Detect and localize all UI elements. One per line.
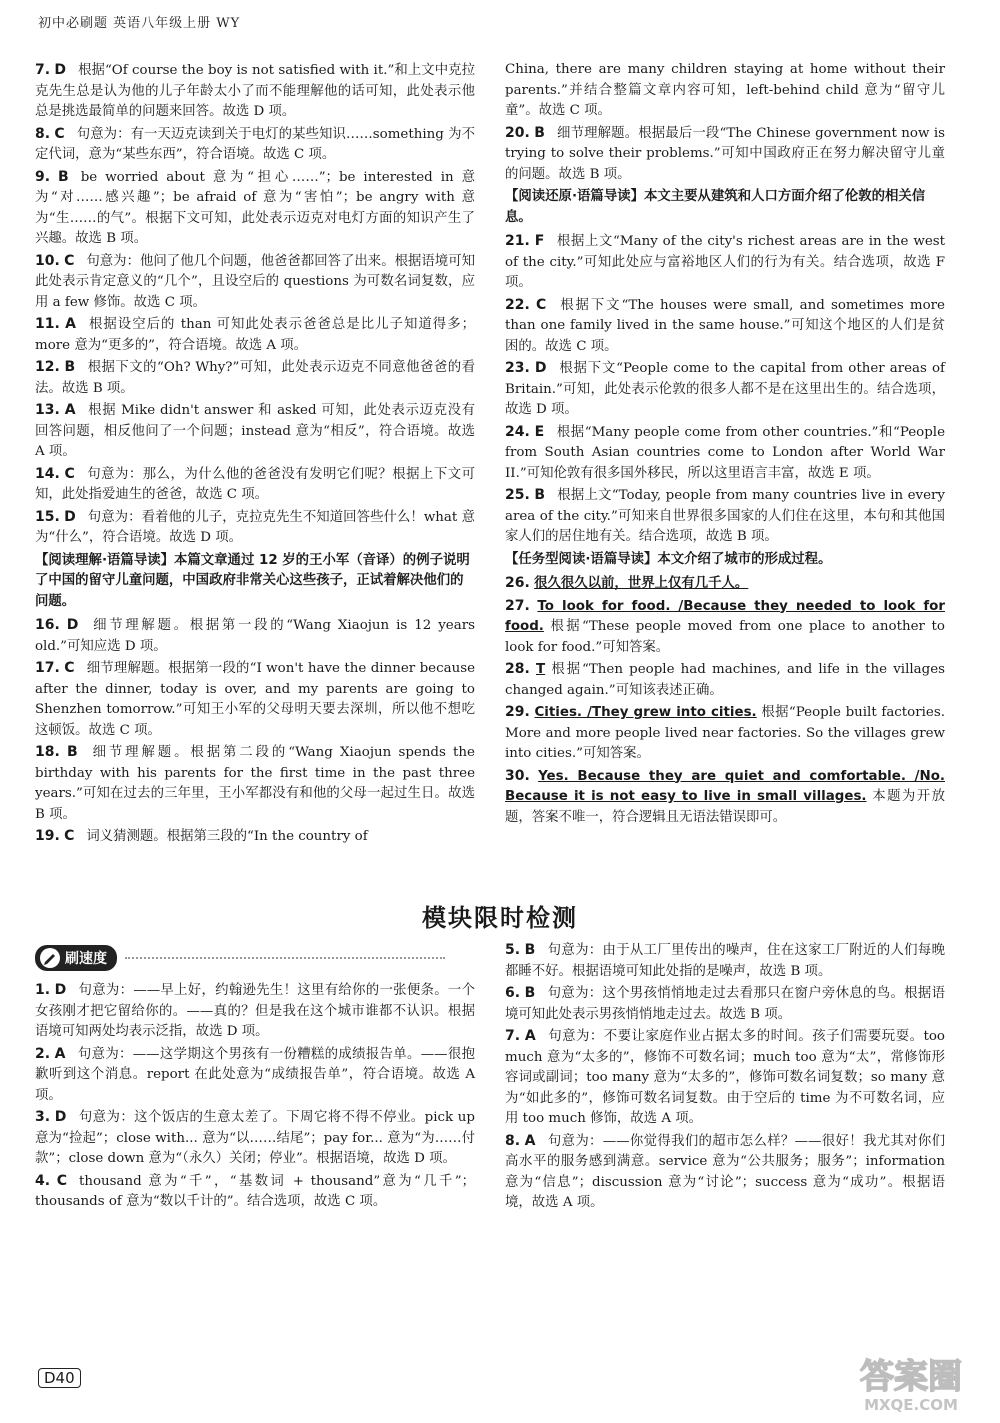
explanation-text: 本题为开放题，答案不唯一，符合逻辑且无语法错误即可。 [505,789,946,825]
answer-choice: C [54,125,65,142]
item-number: 2. [35,1045,51,1062]
item-number: 4. [35,1172,51,1189]
answer-choice: A [524,1028,536,1044]
item-number: 15. [35,508,60,525]
item-number: 21. [505,233,530,249]
answer-choice: A [65,316,76,332]
answer-item [35,464,475,506]
answer-item [505,1026,945,1130]
explanation-text: 句意为：——这学期这个男孩有一份糟糕的成绩报告单。——很抱歉听到这个消息。report 在此处意为“成绩报告单”，符合语境。故选 A 项。 [35,1046,476,1103]
explanation-text: 句意为：有一天迈克读到关于电灯的某些知识……something 为不定代词，意为“某些东西”，符合语境。故选 C 项。 [35,126,475,162]
explanation-text: 细节理解题。根据第一段的“I won't have the dinner because after the dinner, today is over, and my parents are going to Shenzhen tomorrow.”可知王小军的父母明天要去深圳，所以他不想吃这顿饭。故选 C 项。 [35,661,476,738]
explanation-text: 句意为：——早上好，约翰逊先生！这里有给你的一张便条。一个女孩刚才把它留给你的。——真的？但是我在这个城市谁都不认识。根据语境可知两处均表示泛指，故选 D 项。 [35,983,475,1039]
item-number: 5. [505,942,521,958]
right-column [505,60,945,829]
answer-item [505,596,945,659]
section-guide: 【任务型阅读·语篇导读】本文介绍了城市的形成过程。 [505,551,832,567]
answer-choice: B [524,985,536,1001]
answer-choice: B [64,359,76,375]
left-column [35,60,475,849]
svg-text:答案圈: 答案圈 [860,1357,962,1397]
written-answer: 很久很久以前，世界上仅有几千人。 [534,576,749,591]
answer-item [505,940,945,982]
answer-choice: A [524,1132,536,1149]
item-number: 29. [505,704,530,720]
answer-item [35,357,475,399]
speed-banner [35,945,445,971]
explanation-text: 细节理解题。根据第一段的“Wang Xiaojun is 12 years old.”可知应选 D 项。 [35,618,475,654]
explanation-text: 句意为：不要让家庭作业占据太多的时间。孩子们需要玩耍。too much 意为“太多的”，修饰不可数名词；much too 意为“太”，常修饰形容词或副词；too many 意为“太多的”，修饰可数名词复数；so many 意为“如此多的”，修饰可数名词复数。由于空后的 time 为不可数名词，应用 too much 修饰，故选 A 项。 [505,1029,945,1126]
explanation-text: 根据“Of course the boy is not satisfied with it.”和上文中克拉克先生总是认为他的儿子年龄太小了而不能理解他的话可知，此处表示他总是挑选最简单的问题来回答。故选 D 项。 [35,63,475,119]
answer-item [35,615,475,657]
explanation-text: 细节理解题。根据最后一段“The Chinese government now is trying to solve their problems.”可知中国政府正在努力解决留守儿童的问题。故选 B 项。 [505,125,945,182]
answer-choice: D [54,982,67,998]
answer-choice: B [534,124,545,141]
item-number: 1. [35,982,51,998]
item-number: 20. [505,124,530,141]
item-number: 6. [505,985,521,1001]
answer-choice: B [58,168,69,185]
explanation-text: 根据上文“Many of the city's richest areas are in the west of the city.”可知此处应与富裕地区人们的行为有关。结合选项，故选 F 项。 [505,234,945,290]
explanation-text: 句意为：——你觉得我们的超市怎么样？——很好！我尤其对你们高水平的服务感到满意。service 意为“公共服务；服务”；information 意为“信息”；discussion 意为“讨论”；success 意为“成功”。根据语境，故选 A 项。 [505,1133,946,1210]
answer-item [35,251,475,314]
item-number: 24. [505,423,530,440]
written-answer: Yes. Because they are quiet and comfortable. /No. Because it is not easy to live in small villages. [505,768,945,804]
answer-item [505,983,945,1025]
answer-item [505,123,945,186]
item-number: 22. [505,296,530,313]
answer-item [505,1131,945,1214]
explanation-text: 根据“People built factories. More and more people lived near factories. So the villages grew into cities.”可知答案。 [505,705,945,761]
item-number: 17. [35,660,60,676]
answer-choice: F [534,233,545,249]
svg-text:MXQE.COM: MXQE.COM [864,1396,958,1414]
explanation-text: 根据下文的“Oh? Why?”可知，此处表示迈克不同意他爸爸的看法。故选 B 项。 [35,360,475,396]
answer-choice: D [534,360,547,376]
answer-item [35,826,475,848]
page-number: D40 [38,1368,81,1388]
answer-item [35,124,475,166]
item-number: 27. [505,597,530,614]
section-title: 模块限时检测 [422,904,578,932]
answer-item [35,167,475,250]
explanation-text: 根据“These people moved from one place to another to look for food.”可知答案。 [505,619,945,655]
answer-choice: A [64,402,76,418]
answer-choice: B [66,744,78,760]
answer-choice: C [64,252,75,269]
explanation-text: 句意为：那么，为什么他的爸爸没有发明它们呢？根据上下文可知，此处指爱迪生的爸爸，故选 C 项。 [35,466,475,502]
explanation-text: 句意为：这个饭店的生意太差了。下周它将不得不停业。pick up 意为“捡起”；close with... 意为“以……结尾”；pay for... 意为“为……付款”；close down 意为“（永久）关闭；停业”。根据语境，故选 D 项。 [35,1110,475,1166]
answer-choice: C [536,296,547,313]
item-number: 28. [505,661,530,677]
answer-item [35,1107,475,1170]
explanation-text: 根据下文“People come to the capital from other areas of Britain.”可知，此处表示伦敦的很多人都不是在这里出生的。结合选项，故选 D 项。 [505,361,945,417]
item-number: 7. [35,62,51,78]
answer-item [505,485,945,548]
item-number: 12. [35,359,60,375]
item-number: 14. [35,465,60,482]
explanation-text: thousand 意为“千”，“基数词 + thousand”意为“几千”；thousands of 意为“数以千计的”。结合选项，故选 C 项。 [35,1173,475,1209]
answer-item [505,702,945,765]
item-number: 18. [35,744,60,760]
written-answer: T [536,662,546,677]
answer-choice: D [54,1109,67,1125]
explanation-text: 根据上文“Today, people from many countries live in every area of the city.”可知来自世界很多国家的人们住在这里，本句和其他国家人们的居住地有关。结合选项，故选 B 项。 [505,488,945,544]
answer-item [505,573,945,595]
bottom-right-column [505,940,945,1215]
item-number: 10. [35,252,60,269]
explanation-text: 词义猜测题。根据第三段的“In the country of [86,829,368,844]
answer-choice: B [534,487,545,503]
dotted-rule [125,957,445,959]
answer-choice: C [56,1172,67,1189]
item-number: 8. [35,125,51,142]
answer-choice: E [534,423,545,440]
answer-item [35,980,475,1043]
answer-choice: D [64,508,76,525]
answer-item [505,358,945,421]
answer-item [35,60,475,123]
explanation-text: 句意为：看着他的儿子，克拉克先生不知道回答些什么！what 意为“什么”，符合语境。故选 D 项。 [35,509,475,545]
explanation-text: 根据设空后的 than 可知此处表示爸爸总是比儿子知道得多；more 意为“更多的”，符合语境。故选 A 项。 [35,317,475,353]
answer-choice: D [54,62,67,78]
written-answer: Cities. /They grew into cities. [534,705,757,720]
answer-item [505,766,945,829]
answer-item [35,742,475,825]
item-number: 30. [505,767,530,784]
answer-choice: D [66,617,79,633]
answer-item [35,507,475,549]
explanation-text: China, there are many children staying at home without their parents.”并结合整篇文章内容可知，left-behind child 意为“留守儿童”。故选 C 项。 [505,62,945,118]
answer-item [35,314,475,356]
item-number: 23. [505,360,530,376]
answer-item [35,1044,475,1107]
answer-choice: C [64,465,75,482]
section-guide: 【阅读理解·语篇导读】本篇文章通过 12 岁的王小军（音译）的例子说明了中国的留守儿童问题，中国政府非常关心这些孩子，正试着解决他们的问题。 [35,552,470,609]
explanation-text: 句意为：他问了他几个问题，他爸爸都回答了出来。根据语境可知此处表示肯定意义的“几个”，且设空后的 questions 为可数名词复数，应用 a few 修饰。故选 C 项。 [35,253,476,310]
answer-choice: C [64,828,75,844]
answer-item [505,60,945,122]
running-header: 初中必刷题 英语八年级上册 WY [38,16,241,31]
explanation-text: 根据 Mike didn't answer 和 asked 可知，此处表示迈克没有回答问题，相反他问了一个问题；instead 意为“相反”，符合语境。故选 A 项。 [35,403,475,459]
explanation-text: be worried about 意为“担心……”；be interested in 意为“对……感兴趣”；be afraid of 意为“害怕”；be angry with 意为“生……的气”。根据下文可知，此处表示迈克对电灯方面的知识产生了兴趣。故选 B 项。 [35,169,475,246]
answer-item [505,295,945,358]
item-number: 9. [35,168,51,185]
item-number: 7. [505,1028,521,1044]
answer-item [35,1171,475,1213]
item-number: 8. [505,1132,521,1149]
explanation-text: 根据下文“The houses were small, and sometimes more than one family lived in the same house.”可知这个地区的人们是贫困的。故选 C 项。 [505,297,945,354]
explanation-text: 句意为：由于从工厂里传出的噪声，住在这家工厂附近的人们每晚都睡不好。根据语境可知此处指的是噪声，故选 B 项。 [505,943,946,979]
written-answer: To look for food. /Because they needed to look for food. [505,598,945,634]
answer-item [35,400,475,463]
item-number: 26. [505,575,530,591]
answer-choice: B [524,942,536,958]
pencil-icon [39,947,61,969]
explanation-text: 句意为：这个男孩悄悄地走过去看那只在窗户旁休息的鸟。根据语境可知此处表示男孩悄悄地走过去。故选 B 项。 [505,986,946,1022]
answer-item [505,422,945,485]
bottom-left-column [35,980,475,1214]
answer-choice: A [54,1045,66,1062]
item-number: 3. [35,1109,51,1125]
speed-label: 刷速度 [65,951,107,967]
section-guide: 【阅读还原·语篇导读】本文主要从建筑和人口方面介绍了伦敦的相关信息。 [505,189,926,225]
explanation-text: 根据“Many people come from other countries.”和“People from South Asian countries come to London after World War II.”可知伦敦有很多国外移民，所以这里语言丰富，故选 E 项。 [505,424,945,481]
item-number: 16. [35,617,60,633]
item-number: 13. [35,402,60,418]
watermark-logo [836,1352,986,1414]
explanation-text: 细节理解题。根据第二段的“Wang Xiaojun spends the birthday with his parents for the first time in the past three years.”可知在过去的三年里，王小军都没有和他的父母一起过生日。故选 B 项。 [35,745,475,822]
answer-item [505,659,945,701]
answer-item [35,658,475,741]
explanation-text: 根据“Then people had machines, and life in the villages changed again.”可知该表述正确。 [505,662,945,698]
answer-item [505,231,945,294]
item-number: 25. [505,487,530,503]
item-number: 19. [35,828,60,844]
item-number: 11. [35,316,60,332]
speed-badge [35,945,117,971]
answer-choice: C [64,660,75,676]
